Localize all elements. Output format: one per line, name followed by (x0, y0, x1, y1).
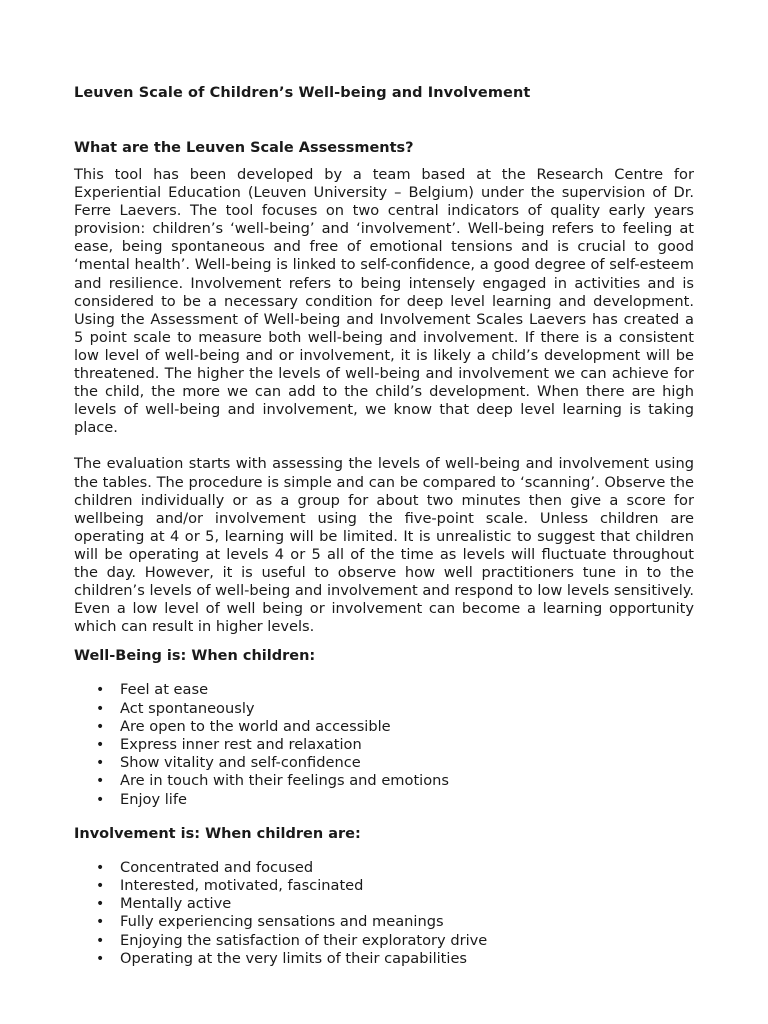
list-item-text: Fully experiencing sensations and meanings (120, 913, 444, 931)
list-item-text: Show vitality and self-confidence (120, 754, 361, 772)
list-item-text: Act spontaneously (120, 699, 255, 717)
wellbeing-heading: Well-Being is: When children: (74, 648, 316, 665)
bullet-icon: • (96, 914, 105, 931)
bullet-icon: • (96, 877, 105, 894)
bullet-icon: • (96, 950, 105, 967)
bullet-icon: • (96, 736, 105, 753)
bullet-icon: • (96, 859, 105, 876)
bullet-icon: • (96, 896, 105, 913)
paragraph-intro: This tool has been developed by a team based at the Research Centre for Experiential Education (Leuven University – Belgium) under the supervision of Dr. Ferre Laevers. The tool focuses on two central indicators of quality early years provision: children’s ‘well-being’ and ‘involvement’. Well-being refers to feeling at ease, being spontaneous and free of emotional tensions and is crucial to good ‘mental health’. Well-being is linked to self-confidence, a good degree of self-esteem and resilience. Involvement refers to being intensely engaged in activities and is considered to be a necessary condition for deep level learning and development. Using the Assessment of Well-being and Involvement Scales Laevers has created a 5 point scale to measure both well-being and involvement. If there is a consistent low level of well-being and or involvement, it is likely a child’s development will be threatened. The higher the levels of well-being and involvement we can achieve for the child, the more we can add to the child’s development. When there are high levels of well-being and involvement, we know that deep level learning is taking place. (74, 166, 694, 437)
section-heading: What are the Leuven Scale Assessments? (74, 140, 414, 156)
list-item-text: Feel at ease (120, 681, 209, 699)
bullet-icon: • (96, 718, 105, 735)
bullet-icon: • (96, 791, 105, 808)
list-item (74, 950, 694, 968)
list-item-text: Are in touch with their feelings and emotions (120, 772, 450, 790)
list-item (74, 700, 694, 718)
involvement-list (74, 859, 694, 968)
list-item (74, 718, 694, 736)
list-item (74, 681, 694, 699)
bullet-icon: • (96, 755, 105, 772)
list-item-text: Express inner rest and relaxation (120, 735, 362, 753)
list-item (74, 932, 694, 950)
bullet-icon: • (96, 773, 105, 790)
bullet-icon: • (96, 932, 105, 949)
list-item-text: Are open to the world and accessible (120, 717, 391, 735)
list-item (74, 913, 694, 931)
list-item (74, 772, 694, 790)
list-item-text: Mentally active (120, 895, 232, 913)
list-item-text: Concentrated and focused (120, 858, 314, 876)
list-item (74, 895, 694, 913)
list-item-text: Enjoy life (120, 790, 187, 808)
document-title: Leuven Scale of Children’s Well-being and Involvement (74, 85, 531, 101)
paragraph-evaluation: The evaluation starts with assessing the levels of well-being and involvement using the tables. The procedure is simple and can be compared to ‘scanning’. Observe the children individually or as a group for about two minutes then give a score for wellbeing and/or involvement using the five-point scale. Unless children are operating at 4 or 5, learning will be limited. It is unrealistic to suggest that children will be operating at levels 4 or 5 all of the time as levels will fluctuate throughout the day. However, it is useful to observe how well practitioners tune in to the children’s levels of well-being and involvement and respond to low levels sensitively. Even a low level of well being or involvement can become a learning opportunity which can result in higher levels. (74, 455, 694, 636)
list-item-text: Enjoying the satisfaction of their exploratory drive (120, 931, 488, 949)
bullet-icon: • (96, 682, 105, 699)
wellbeing-list (74, 681, 694, 808)
list-item (74, 736, 694, 754)
list-item (74, 754, 694, 772)
list-item-text: Interested, motivated, fascinated (120, 876, 364, 894)
document-page (74, 83, 694, 968)
list-item (74, 859, 694, 877)
list-item-text: Operating at the very limits of their capabilities (120, 949, 468, 967)
bullet-icon: • (96, 700, 105, 717)
list-item (74, 877, 694, 895)
involvement-heading: Involvement is: When children are: (74, 825, 361, 842)
list-item (74, 791, 694, 809)
